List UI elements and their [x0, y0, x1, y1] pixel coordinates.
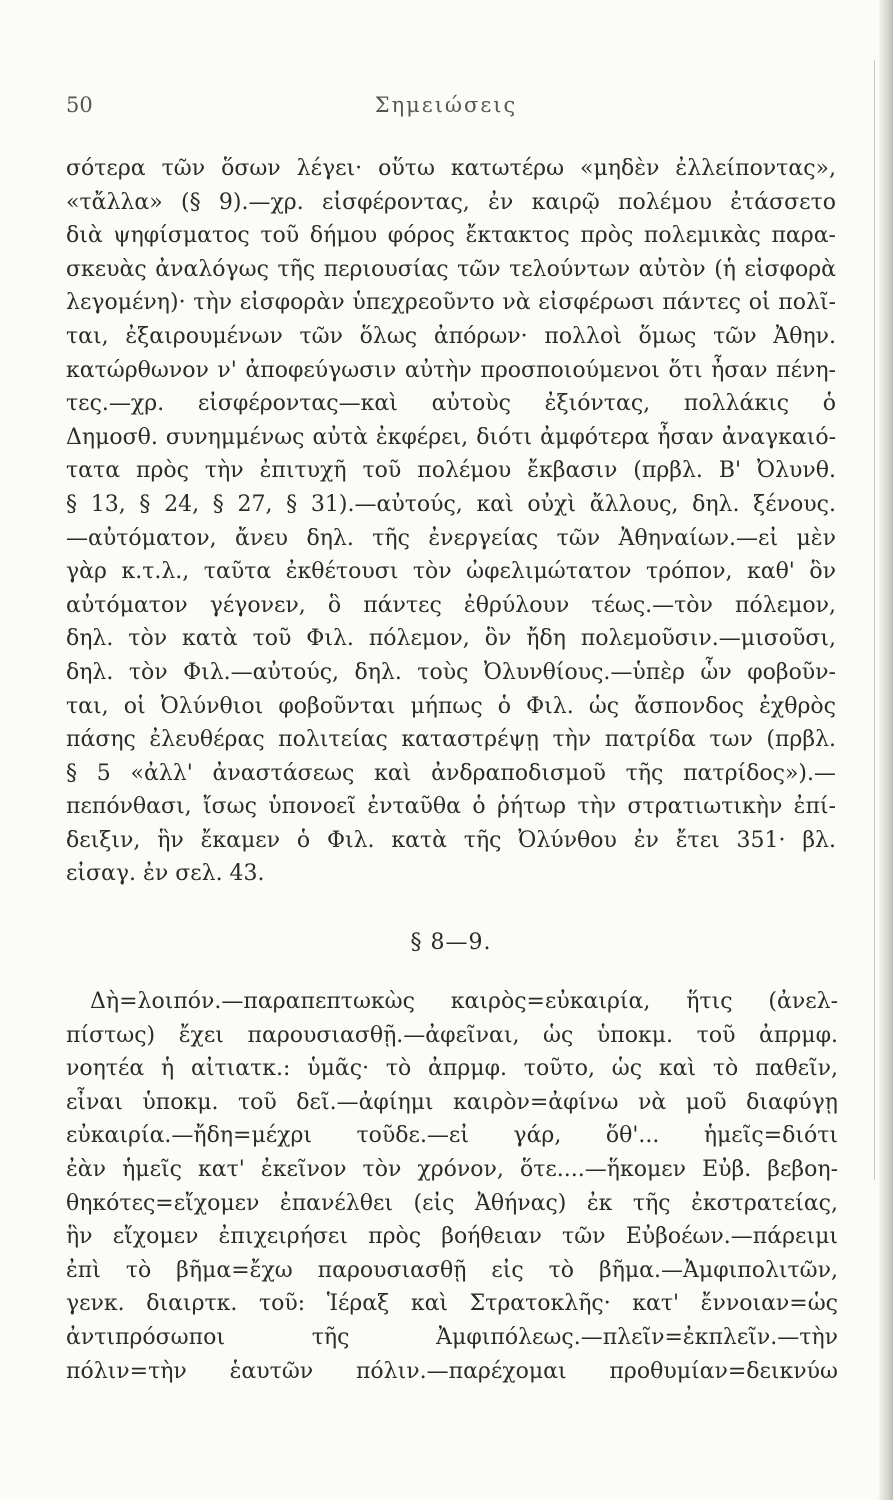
text-line: δειξιν, ἣν ἔκαμεν ὁ Φιλ. κατὰ τῆς Ὀλύνθου ἐν ἔτει 351· βλ. [66, 827, 836, 853]
text-line: ἐὰν ἡμεῖς κατ' ἐκεῖνον τὸν χρόνον, ὅτε....—ἥκομεν Εὐβ. βεβοη- [66, 1156, 838, 1182]
notes-paragraph-1 [66, 152, 836, 891]
text-line: «τἄλλα» (§ 9).—χρ. εἰσφέροντας, ἐν καιρῷ πολέμου ἐτάσσετο [66, 189, 836, 215]
section-heading: § 8—9. [410, 930, 492, 955]
text-line: ἣν εἴχομεν ἐπιχειρήσει πρὸς βοήθειαν τῶν Εὐβοέων.—πάρειμι [66, 1224, 838, 1250]
text-line: λεγομένη)· τὴν εἰσφορὰν ὑπεχρεοῦντο νὰ εἰσφέρωσι πάντες οἱ πολῖ- [66, 290, 836, 316]
text-line: ἐπὶ τὸ βῆμα=ἔχω παρουσιασθῇ εἰς τὸ βῆμα.—Ἀμφιπολιτῶν, [66, 1257, 838, 1283]
text-line: διὰ ψηφίσματος τοῦ δήμου φόρος ἔκτακτος πρὸς πολεμικὰς παρα- [66, 223, 836, 249]
text-line: Δὴ=λοιπόν.—παραπεπτωκὼς καιρὸς=εὐκαιρία, ἥτις (ἀνελ- [90, 989, 838, 1014]
page-edge-line [874, 60, 875, 1180]
text-line: πεπόνθασι, ἴσως ὑπονοεῖ ἐνταῦθα ὁ ῥήτωρ τὴν στρατιωτικὴν ἐπί- [66, 794, 836, 820]
text-line: Δημοσθ. συνημμένως αὐτὰ ἐκφέρει, διότι ἀμφότερα ἦσαν ἀναγκαιό- [66, 424, 836, 450]
text-line: —αὐτόματον, ἄνευ δηλ. τῆς ἐνεργείας τῶν Ἀθηναίων.—εἰ μὲν [66, 525, 836, 551]
page-header [66, 93, 826, 123]
page-edge [879, 0, 893, 1500]
text-line: δηλ. τὸν Φιλ.—αὐτούς, δηλ. τοὺς Ὀλυνθίους.—ὑπὲρ ὧν φοβοῦν- [66, 659, 836, 685]
text-line: νοητέα ἡ αἰτιατκ.: ὑμᾶς· τὸ ἀπρμφ. τοῦτο, ὡς καὶ τὸ παθεῖν, [66, 1056, 838, 1082]
running-head: Σημειώσεις [374, 93, 518, 117]
text-line: γὰρ κ.τ.λ., ταῦτα ἐκθέτουσι τὸν ὠφελιμώτατον τρόπον, καθ' ὃν [66, 559, 836, 585]
text-line: εἶναι ὑποκμ. τοῦ δεῖ.—ἀφίημι καιρὸν=ἀφίνω νὰ μοῦ διαφύγῃ [66, 1089, 838, 1115]
text-line: πίστως) ἔχει παρουσιασθῇ.—ἀφεῖναι, ὡς ὑποκμ. τοῦ ἀπρμφ. [66, 1022, 838, 1048]
text-line: ἀντιπρόσωποι τῆς Ἀμφιπόλεως.—πλεῖν=ἐκπλεῖν.—τὴν [66, 1324, 838, 1350]
text-line: πόλιν=τὴν ἑαυτῶν πόλιν.—παρέχομαι προθυμίαν=δεικνύω [66, 1358, 838, 1384]
text-line: σότερα τῶν ὅσων λέγει· οὕτω κατωτέρω «μηδὲν ἐλλείποντας», [66, 156, 836, 181]
text-line: σκευὰς ἀναλόγως τῆς περιουσίας τῶν τελούντων αὐτὸν (ἡ εἰσφορὰ [66, 256, 836, 282]
text-line: κατώρθωνον ν' ἀποφεύγωσιν αὐτὴν προσποιούμενοι ὅτι ἦσαν πένη- [66, 357, 836, 383]
notes-paragraph-2 [66, 985, 838, 1388]
text-line: γενκ. διαιρτκ. τοῦ: Ἱέραξ καὶ Στρατοκλῆς· κατ' ἔννοιαν=ὡς [66, 1291, 838, 1317]
text-line: αὐτόματον γέγονεν, ὃ πάντες ἐθρύλουν τέως.—τὸν πόλεμον, [66, 592, 836, 618]
text-line: § 13, § 24, § 27, § 31).—αὐτούς, καὶ οὐχὶ ἄλλους, δηλ. ξένους. [66, 491, 836, 517]
text-line: εὐκαιρία.—ἤδη=μέχρι τοῦδε.—εἰ γάρ, ὅθ'... ἡμεῖς=διότι [66, 1123, 838, 1149]
text-line: τες.—χρ. εἰσφέροντας—καὶ αὐτοὺς ἐξιόντας, πολλάκις ὁ [66, 391, 836, 417]
text-line: τατα πρὸς τὴν ἐπιτυχῆ τοῦ πολέμου ἔκβασιν (πρβλ. Β' Ὀλυνθ. [66, 458, 836, 484]
text-line: εἰσαγ. ἐν σελ. 43. [66, 861, 265, 887]
text-line: δηλ. τὸν κατὰ τοῦ Φιλ. πόλεμον, ὃν ἤδη πολεμοῦσιν.—μισοῦσι, [66, 626, 836, 652]
text-line: ται, οἱ Ὀλύνθιοι φοβοῦνται μήπως ὁ Φιλ. ὡς ἄσπονδος ἐχθρὸς [66, 693, 836, 719]
text-line: § 5 «ἀλλ' ἀναστάσεως καὶ ἀνδραποδισμοῦ τῆς πατρίδος»).— [66, 760, 836, 786]
page-number: 50 [66, 93, 93, 117]
text-line: ται, ἐξαιρουμένων τῶν ὅλως ἀπόρων· πολλοὶ ὅμως τῶν Ἀθην. [66, 323, 836, 349]
text-line: πάσης ἐλευθέρας πολιτείας καταστρέψῃ τὴν πατρίδα των (πρβλ. [66, 727, 836, 753]
text-line: θηκότες=εἴχομεν ἐπανέλθει (εἰς Ἀθήνας) ἐκ τῆς ἐκστρατείας, [66, 1190, 838, 1216]
